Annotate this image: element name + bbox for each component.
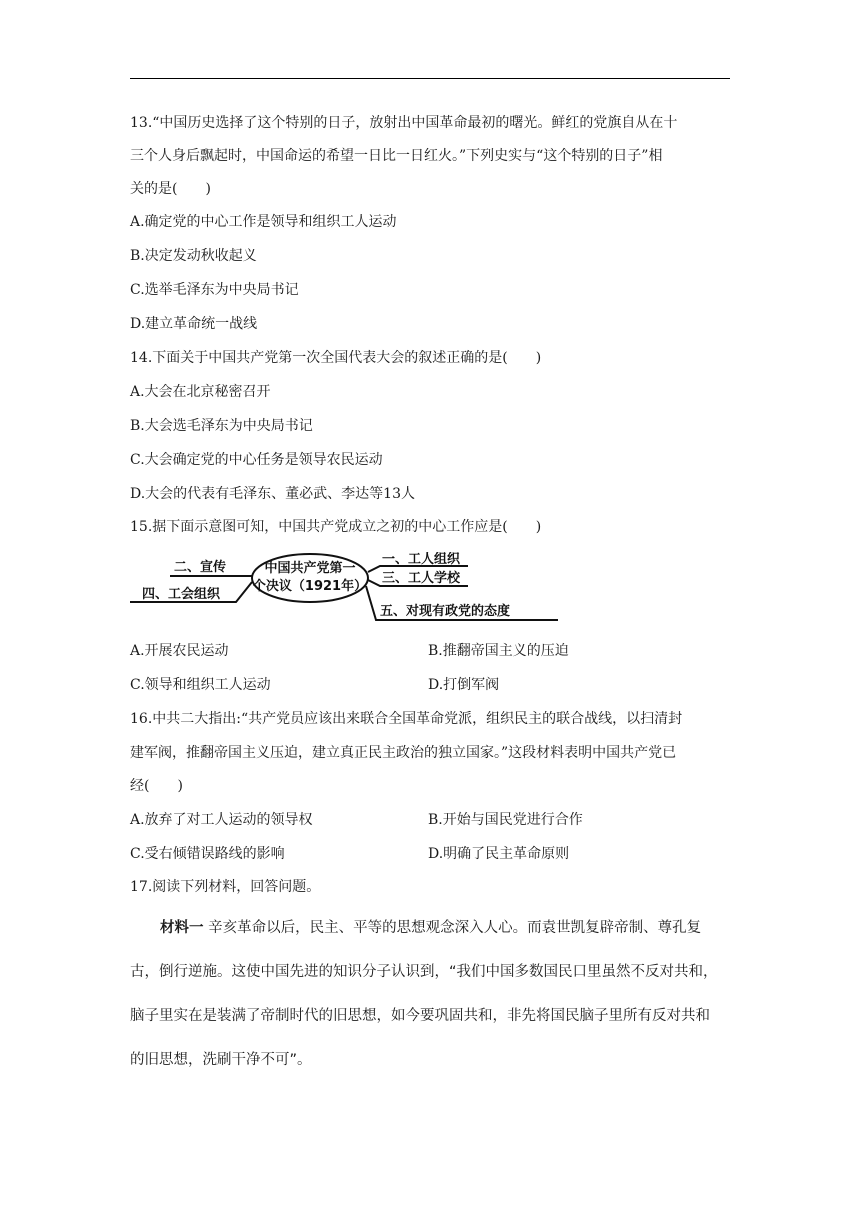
q13-stem-line-3: 关的是( ) (130, 181, 211, 197)
q16-stem-line-3: 经( ) (130, 778, 183, 794)
diagram-right-2: 三、工人学校 (382, 571, 461, 586)
q13-option-c: C.选举毛泽东为中央局书记 (130, 282, 299, 298)
q16-option-d: D.明确了民主革命原则 (428, 846, 570, 862)
resolution-diagram (130, 552, 560, 624)
q13-option-b: B.决定发动秋收起义 (130, 248, 257, 264)
diagram-left-2: 四、工会组织 (142, 587, 221, 602)
material-label: 材料一 (160, 920, 204, 936)
q15-option-c: C.领导和组织工人运动 (130, 677, 271, 693)
diagram-right-3: 五、对现有政党的态度 (380, 604, 511, 619)
q13-option-d: D.建立革命统一战线 (130, 316, 258, 332)
q16-option-a: A.放弃了对工人运动的领导权 (130, 812, 313, 828)
q17-material-line-3: 脑子里实在是装满了帝制时代的旧思想，如今要巩固共和，非先将国民脑子里所有反对共和 (130, 1008, 710, 1024)
q14-option-d: D.大会的代表有毛泽东、董必武、李达等13人 (130, 486, 415, 502)
q17-material-line-2: 古，倒行逆施。这使中国先进的知识分子认识到，“我们中国多数国民口里虽然不反对共和， (130, 964, 718, 980)
q13-option-a: A.确定党的中心工作是领导和组织工人运动 (130, 214, 397, 230)
q16-stem-line-2: 建军阀，推翻帝国主义压迫，建立真正民主政治的独立国家。”这段材料表明中国共产党已 (130, 745, 677, 761)
q15-option-a: A.开展农民运动 (130, 643, 229, 659)
q13-stem-line-2: 三个人身后飘起时，中国命运的希望一日比一日红火。”下列史实与“这个特别的日子”相 (130, 148, 663, 164)
q14-option-b: B.大会选毛泽东为中央局书记 (130, 418, 313, 434)
q15-option-d: D.打倒军阀 (428, 677, 500, 693)
q14-stem: 14.下面关于中国共产党第一次全国代表大会的叙述正确的是( ) (130, 350, 542, 366)
q17-stem: 17.阅读下列材料，回答问题。 (130, 879, 321, 895)
q16-stem-line-1: 16.中共二大指出:“共产党员应该出来联合全国革命党派，组织民主的联合战线，以扫清封 (130, 711, 683, 727)
diagram-left-1: 二、宣传 (174, 560, 227, 575)
q14-option-c: C.大会确定党的中心任务是领导农民运动 (130, 452, 383, 468)
q13-stem-line-1: 13.“中国历史选择了这个特别的日子，放射出中国革命最初的曙光。鲜红的党旗自从在十 (130, 115, 678, 131)
q15-option-b: B.推翻帝国主义的压迫 (428, 643, 569, 659)
q17-material-line-4: 的旧思想，洗刷干净不可”。 (130, 1052, 312, 1068)
material-text-1: 辛亥革命以后，民主、平等的思想观念深入人心。而袁世凯复辟帝制、尊孔复 (208, 920, 702, 936)
diagram-center-line-1: 中国共产党第一 (264, 561, 356, 576)
q16-option-b: B.开始与国民党进行合作 (428, 812, 583, 828)
q15-stem: 15.据下面示意图可知，中国共产党成立之初的中心工作应是( ) (130, 519, 542, 535)
diagram-center-line-2: 个决议（1921年） (252, 579, 368, 594)
diagram-right-1: 一、工人组织 (382, 552, 461, 567)
header-rule (130, 78, 730, 79)
q14-option-a: A.大会在北京秘密召开 (130, 384, 271, 400)
q16-option-c: C.受右倾错误路线的影响 (130, 846, 285, 862)
q17-material-line-1 (160, 918, 701, 938)
